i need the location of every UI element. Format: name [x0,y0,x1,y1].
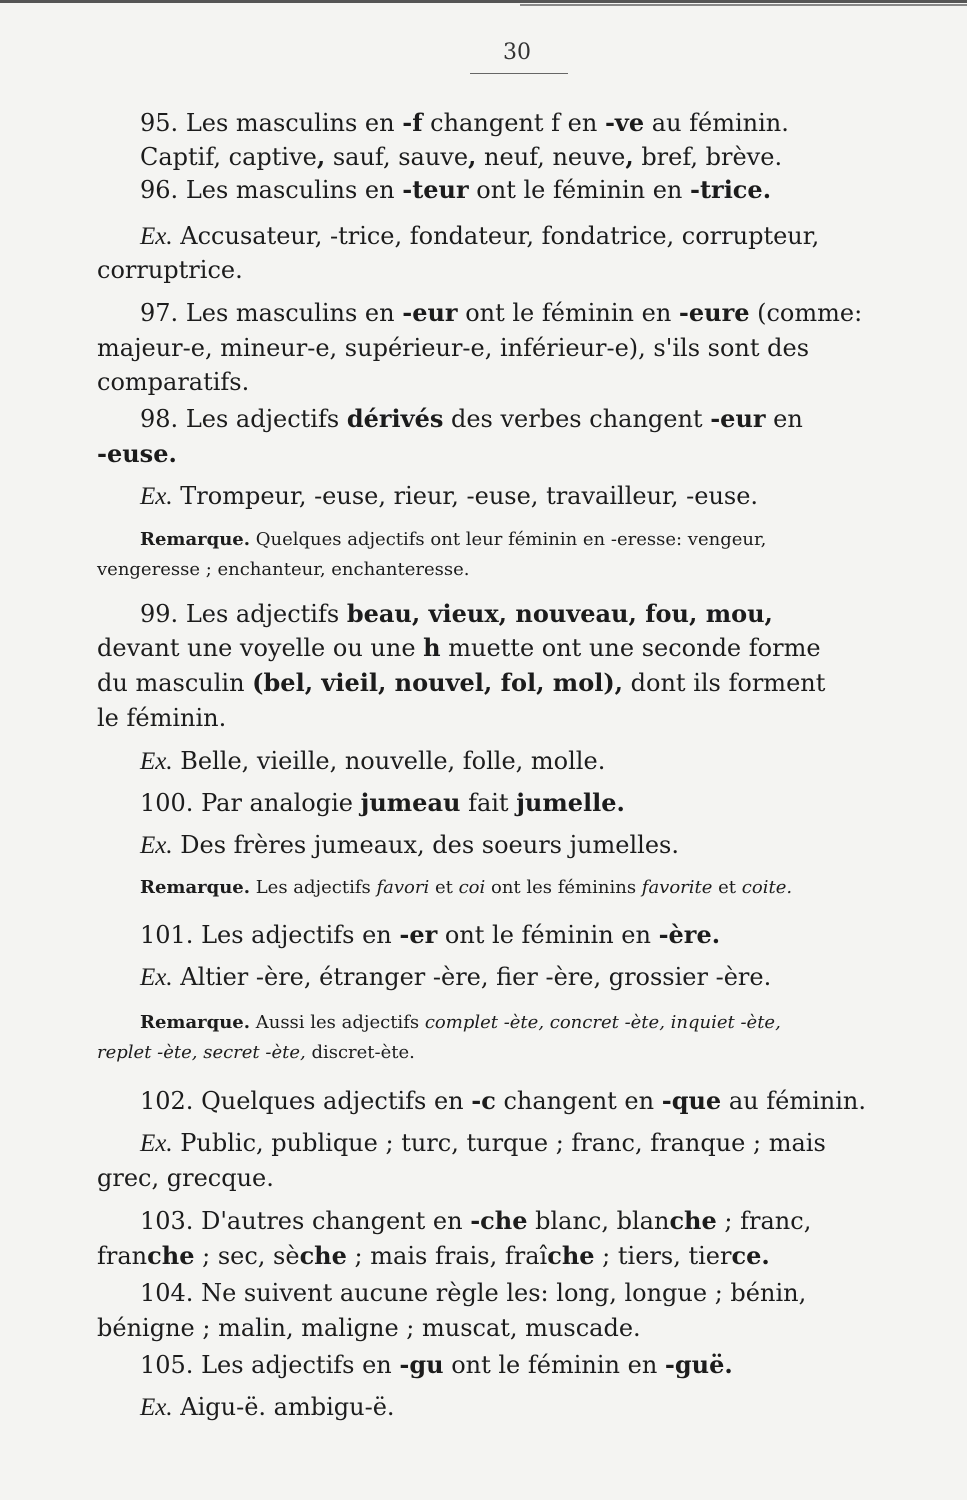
keyword: -ère. [658,920,721,949]
text: ont le féminin en [443,1351,665,1379]
italic-term: coite. [741,877,793,898]
remark-label: Remarque. [140,529,250,550]
text: ont le féminin en [457,299,679,327]
text: Par analogie [201,789,361,817]
keyword: -che [470,1206,528,1235]
rule-95-line-2 [140,140,782,174]
text: Quelques adjectifs ont leur féminin en -eresse: vengeur, [250,529,767,550]
rule-number: 101. [140,921,194,949]
rule-number: 100. [140,789,194,817]
rule-104-line-2: bénigne ; malin, maligne ; muscat, muscade. [97,1314,641,1342]
example-label: Ex. [140,1394,173,1421]
remark-label: Remarque. [140,877,250,898]
text: muette ont une seconde forme [440,634,821,662]
keyword: che [147,1241,195,1270]
page-edge-shadow [0,0,967,3]
rule-number: 102. [140,1087,194,1115]
remark-2 [140,871,792,905]
keyword: -gu [399,1350,444,1379]
example-label: Ex. [140,1130,173,1157]
text: fait [460,789,517,817]
text: du masculin [97,669,253,697]
example-label: Ex. [140,223,173,250]
text: bref, brève. [633,143,783,171]
text: Ne suivent aucune règle les: long, longue ; bénin, [201,1279,807,1307]
rule-98-line-1 [140,402,803,436]
keyword: beau, vieux, nouveau, fou, mou, [346,599,773,628]
text: ont le féminin en [468,176,690,204]
keyword: -eure [678,298,750,327]
rule-99-line-3 [97,666,825,700]
text: (comme: [749,299,863,327]
rule-number: 99. [140,600,179,628]
page-edge-shadow-secondary [520,4,967,6]
rule-98-line-2: -euse. [97,439,177,468]
rule-98-example [140,479,758,513]
rule-101-example [140,960,771,994]
text: au féminin. [721,1087,866,1115]
text: changent [422,109,552,137]
keyword: che [547,1241,595,1270]
rule-103-line-1 [140,1204,811,1238]
keyword: (bel, vieil, nouvel, fol, mol), [252,668,624,697]
text: Aussi les adjectifs [250,1012,425,1033]
keyword: -guë. [664,1350,733,1379]
text: dont ils forment [623,669,826,697]
text: changent en [495,1087,662,1115]
text: et [712,877,742,898]
rule-96-line-1 [140,173,771,207]
rule-105-line-1 [140,1348,733,1382]
text: ; tiers, tier [594,1242,732,1270]
comma: , [468,142,477,171]
text: Captif, captive [140,143,317,171]
text: sauf, sauve [325,143,469,171]
text: Belle, vieille, nouvelle, folle, molle. [180,747,606,775]
text: et [429,877,459,898]
text: ; franc, [716,1207,812,1235]
rule-number: 96. [140,176,179,204]
text: en [560,109,605,137]
text: blanc, blan [527,1207,670,1235]
text: Les adjectifs en [201,921,400,949]
rule-number: 97. [140,299,179,327]
text: ont les féminins [485,877,642,898]
rule-99-example [140,744,605,778]
text: devant une voyelle ou une [97,634,424,662]
keyword: dérivés [346,404,444,433]
comma: , [316,142,326,171]
keyword: che [299,1241,347,1270]
keyword: jumelle. [516,788,625,817]
text: Accusateur, -trice, fondateur, fondatrice, corrupteur, [180,222,820,250]
text: fran [97,1242,148,1270]
rule-105-example [140,1390,395,1424]
rule-96-example-cont: corruptrice. [97,256,243,284]
text: Les masculins en [185,299,403,327]
text: ; mais frais, fraî [346,1242,548,1270]
remark-3-line-1 [140,1006,781,1040]
rule-number: 98. [140,405,179,433]
text: Les masculins en [185,109,403,137]
text: Les masculins en [185,176,403,204]
text: Aigu-ë. ambigu-ë. [180,1393,395,1421]
keyword: che [669,1206,717,1235]
text: discret-ète. [305,1042,415,1063]
text: Quelques adjectifs en [201,1087,472,1115]
rule-97-line-1 [140,296,862,330]
example-label: Ex. [140,964,173,991]
rule-102-example-cont: grec, grecque. [97,1164,274,1192]
example-label: Ex. [140,483,173,510]
italic-term: coi [458,877,486,898]
example-label: Ex. [140,748,173,775]
text: ; sec, sè [194,1242,300,1270]
rule-number: 104. [140,1279,194,1307]
keyword: -f [402,108,423,137]
rule-102-line-1 [140,1084,866,1118]
keyword: jumeau [360,788,461,817]
keyword: -c [471,1086,496,1115]
rule-number: 103. [140,1207,194,1235]
rule-99-line-1 [140,597,773,631]
rule-number: 95. [140,109,179,137]
rule-99-line-4: le féminin. [97,704,227,732]
keyword: -trice. [690,175,772,204]
keyword: -er [399,920,438,949]
text: Public, publique ; turc, turque ; franc, franque ; mais [180,1129,826,1157]
text: Les adjectifs en [201,1351,400,1379]
keyword: -teur [402,175,469,204]
keyword: -ve [604,108,645,137]
keyword: h [423,633,441,662]
remark-1-line-2: vengeresse ; enchanteur, enchanteresse. [97,559,470,580]
text: Les adjectifs [185,405,347,433]
header-rule [470,73,568,74]
text: ont le féminin en [437,921,659,949]
italic-term: replet -ète, secret -ète, [97,1042,306,1063]
rule-100-line-1 [140,786,625,820]
text: D'autres changent en [201,1207,471,1235]
text: neuf, neuve [476,143,626,171]
rule-96-example [140,219,819,253]
page-number: 30 [503,40,531,65]
keyword: ce. [731,1241,770,1270]
example-label: Ex. [140,832,173,859]
text: Les adjectifs [250,877,377,898]
keyword: -que [661,1086,722,1115]
text: des verbes changent [443,405,711,433]
text: Trompeur, -euse, rieur, -euse, travailleur, -euse. [180,482,759,510]
italic-term: favori [376,877,430,898]
rule-95-line-1 [140,106,789,140]
text: f [551,109,561,137]
rule-97-line-3: comparatifs. [97,368,250,396]
rule-97-line-2: majeur-e, mineur-e, supérieur-e, inférieur-e), s'ils sont des [97,334,810,362]
rule-102-example [140,1126,826,1160]
rule-number: 105. [140,1351,194,1379]
italic-term: favorite [641,877,713,898]
text: en [765,405,803,433]
rule-99-line-2 [97,631,821,665]
comma: , [625,142,634,171]
text: Les adjectifs [185,600,347,628]
text: Altier -ère, étranger -ère, fier -ère, grossier -ère. [180,963,772,991]
rule-104-line-1 [140,1276,806,1310]
remark-label: Remarque. [140,1012,250,1033]
rule-101-line-1 [140,918,720,952]
italic-term: complet -ète, concret -ète, inquiet -ète, [424,1012,781,1033]
keyword: -eur [402,298,458,327]
text: Des frères jumeaux, des soeurs jumelles. [180,831,679,859]
rule-100-example [140,828,679,862]
remark-1-line-1 [140,523,766,557]
rule-103-line-2 [97,1239,770,1273]
keyword: -eur [710,404,766,433]
remark-3-line-2 [97,1036,415,1070]
text: au féminin. [644,109,789,137]
